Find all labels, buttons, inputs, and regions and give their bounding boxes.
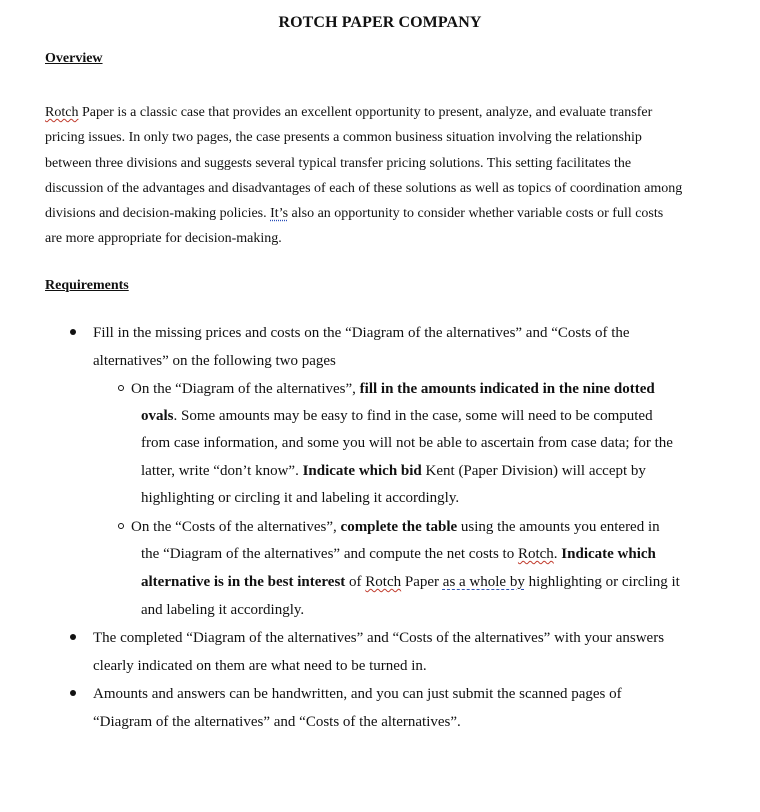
bullet-dot [70, 634, 76, 640]
document-title: ROTCH PAPER COMPANY [278, 14, 482, 31]
list-item-line [131, 517, 660, 537]
list-item-line: from case information, and some you will not be able to ascertain from case data; for the [141, 435, 673, 451]
list-item-line: and labeling it accordingly. [141, 602, 305, 618]
bold-run: Indicate which [561, 546, 656, 562]
bullet-dot [70, 329, 76, 335]
text-run: divisions and decision-making policies. [45, 206, 271, 222]
list-item-line [131, 379, 655, 399]
bold-run: ovals [141, 408, 174, 424]
text-run: using the amounts you entered in [457, 519, 660, 535]
list-item-line [141, 461, 646, 481]
overview-line: discussion of the advantages and disadvantages of each of these solutions as well as topics of coordination among [45, 180, 683, 196]
list-item-line: Amounts and answers can be handwritten, and you can just submit the scanned pages of [93, 686, 622, 702]
overview-heading: Overview [45, 51, 103, 66]
spellcheck-word: Rotch [45, 105, 79, 120]
bold-run: Indicate which bid [302, 463, 422, 479]
overview-line [45, 201, 725, 226]
overview-line [45, 100, 725, 125]
overview-line: between three divisions and suggests several typical transfer pricing solutions. This setting facilitates the [45, 155, 632, 171]
list-item-line: clearly indicated on them are what need to be turned in. [93, 658, 427, 674]
text-run: . Some amounts may be easy to find in the case, some will need to be computed [173, 408, 653, 424]
bold-run: fill in the amounts indicated in the nine dotted [359, 381, 655, 397]
spellcheck-word: Rotch [365, 574, 402, 590]
list-item-line: Fill in the missing prices and costs on the “Diagram of the alternatives” and “Costs of the [93, 325, 630, 341]
text-run: Kent (Paper Division) will accept by [421, 463, 646, 479]
text-run: . [553, 546, 562, 562]
overview-line: pricing issues. In only two pages, the case presents a common business situation involving the relationship [45, 130, 642, 146]
bullet-dot [70, 690, 76, 696]
bold-run: complete the table [340, 519, 458, 535]
list-item-line: The completed “Diagram of the alternatives” and “Costs of the alternatives” with your answers [93, 630, 665, 646]
text-run: highlighting or circling it [524, 574, 680, 590]
sub-bullet-circle [118, 523, 124, 529]
list-item-line: “Diagram of the alternatives” and “Costs of the alternatives”. [93, 714, 461, 730]
overview-paragraph [45, 100, 725, 252]
spellcheck-word: Rotch [517, 546, 554, 562]
text-run: of [345, 574, 366, 590]
text-run: Paper is a classic case that provides an excellent opportunity to present, analyze, and evaluate transfer [78, 105, 653, 120]
list-item-line: alternatives” on the following two pages [93, 353, 336, 369]
text-run: also an opportunity to consider whether variable costs or full costs [288, 206, 664, 222]
text-run: On the “Diagram of the alternatives”, [131, 381, 360, 397]
text-run: On the “Costs of the alternatives”, [131, 519, 341, 535]
grammar-flag-word: It’s [270, 206, 289, 222]
list-item-line [141, 544, 656, 564]
list-item-line [141, 406, 653, 426]
bold-run: alternative is in the best interest [141, 574, 346, 590]
overview-line: are more appropriate for decision-making. [45, 231, 282, 247]
list-item-line [141, 572, 680, 592]
sub-bullet-circle [118, 385, 124, 391]
grammar-flag-phrase: as a whole by [442, 574, 525, 590]
text-run: Paper [401, 574, 443, 590]
requirements-heading: Requirements [45, 278, 129, 293]
text-run: the “Diagram of the alternatives” and compute the net costs to [141, 546, 518, 562]
list-item-line: highlighting or circling it and labeling it accordingly. [141, 490, 460, 506]
text-run: latter, write “don’t know”. [141, 463, 303, 479]
